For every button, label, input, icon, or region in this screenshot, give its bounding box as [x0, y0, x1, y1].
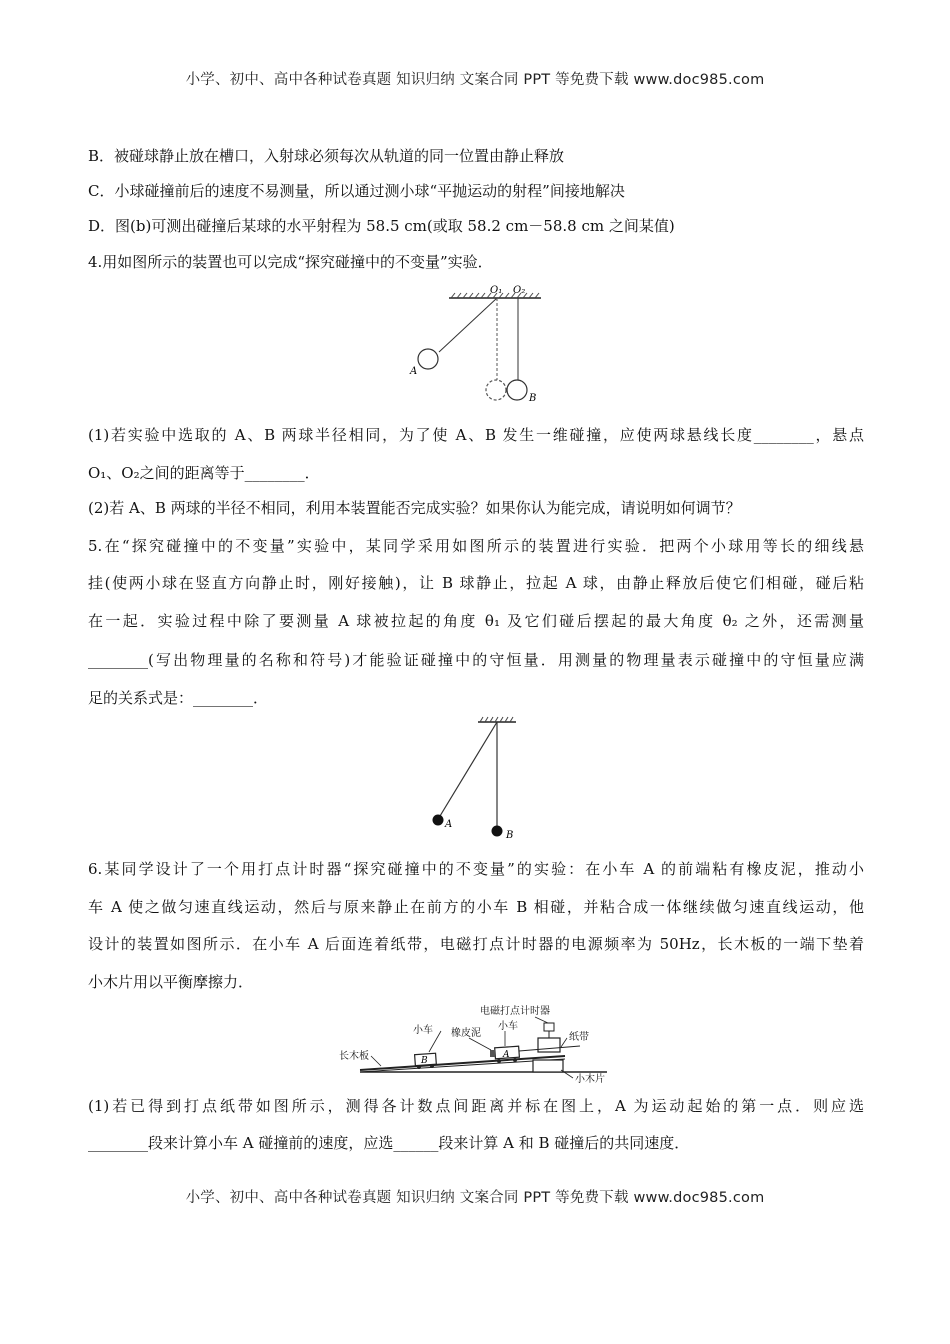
ball-b-label: B — [506, 830, 514, 841]
option-d: D．图(b)可测出碰撞后某球的水平射程为 58.5 cm(或取 58.2 cm－58.8 cm 之间某值) — [88, 217, 675, 235]
ball-a-label: A — [445, 819, 453, 830]
timer-top — [544, 1023, 554, 1031]
question-6-line-1: 6.某同学设计了一个用打点计时器“探究碰撞中的不变量”的实验：在小车 A 的前端粘有橡皮泥，推动小 — [88, 860, 864, 878]
question-6-part-1-cont: ________段来计算小车 A 碰撞前的速度，应选______段来计算 A 和 B 碰撞后的共同速度． — [88, 1134, 690, 1152]
question-5-line-3: 在一起．实验过程中除了要测量 A 球被拉起的角度 θ₁ 及它们碰后摆起的最大角度 θ₂ 之外，还需测量 — [88, 612, 864, 630]
ball-b-label: B — [529, 393, 537, 404]
question-5-line-1: 5.在“探究碰撞中的不变量”实验中，某同学采用如图所示的装置进行实验．把两个小球用等长的细线悬 — [88, 537, 864, 555]
ball-b — [507, 380, 527, 400]
option-b: B．被碰球静止放在槽口，入射球必须每次从轨道的同一位置由静止释放 — [88, 147, 565, 165]
ball-a-label: A — [410, 366, 418, 377]
question-6-line-3: 设计的装置如图所示．在小车 A 后面连着纸带，电磁打点计时器的电源频率为 50Hz，长木板的一端下垫着 — [88, 935, 864, 953]
page-header: 小学、初中、高中各种试卷真题 知识归纳 文案合同 PPT 等免费下载 www.doc985.com — [185, 72, 765, 88]
string-a — [440, 722, 497, 816]
question-4-part-1: (1)若实验中选取的 A、B 两球半径相同，为了使 A、B 发生一维碰撞，应使两球悬线长度________，悬点 — [88, 426, 864, 444]
question-5-line-5: 足的关系式是：________． — [88, 689, 269, 707]
putty-label: 橡皮泥 — [451, 1028, 481, 1039]
block-label: 小木片 — [575, 1074, 605, 1085]
small-wood-block — [533, 1060, 563, 1072]
putty — [490, 1050, 495, 1057]
tape-label: 纸带 — [569, 1032, 589, 1043]
ball-a — [433, 815, 444, 826]
ball-b — [492, 826, 503, 837]
question-6-line-2: 车 A 使之做匀速直线运动，然后与原来静止在前方的小车 B 相碰，并粘合成一体继续做匀速直线运动，他 — [88, 898, 864, 916]
ball-a — [418, 349, 438, 369]
option-c: C．小球碰撞前后的速度不易测量，所以通过测小球“平抛运动的射程”间接地解决 — [88, 182, 625, 200]
string-a — [439, 298, 497, 352]
cart-a-label: 小车 — [498, 1021, 518, 1032]
timer-label: 电磁打点计时器 — [480, 1006, 550, 1017]
cart-a-letter: A — [503, 1050, 510, 1060]
question-6-part-1: (1)若已得到打点纸带如图所示，测得各计数点间距离并标在图上，A 为运动起始的第一点．则应选 — [88, 1097, 864, 1115]
timer-body — [538, 1038, 560, 1052]
cart-b-letter: B — [421, 1056, 428, 1066]
question-5-line-2: 挂(使两小球在竖直方向静止时，刚好接触)，让 B 球静止，拉起 A 球，由静止释放后使它们相碰，碰后粘 — [88, 574, 864, 592]
question-4-part-1-cont: O₁、O₂之间的距离等于________． — [88, 464, 320, 482]
o2-label: O₂ — [513, 285, 526, 296]
question-6-line-4: 小木片用以平衡摩擦力． — [88, 973, 254, 991]
page-footer: 小学、初中、高中各种试卷真题 知识归纳 文案合同 PPT 等免费下载 www.doc985.com — [185, 1190, 765, 1206]
cart-b-label: 小车 — [413, 1025, 433, 1036]
o1-label: O₁ — [490, 285, 503, 296]
ball-a-rest — [486, 380, 506, 400]
question-4-part-2: (2)若 A、B 两球的半径不相同，利用本装置能否完成实验？如果你认为能完成，请说明如何调节？ — [88, 499, 741, 517]
question-4-stem: 4.用如图所示的装置也可以完成“探究碰撞中的不变量”实验． — [88, 253, 493, 271]
cart-apparatus-figure — [335, 1000, 615, 1090]
pendulum-figure-1 — [405, 282, 555, 408]
question-5-line-4: ________(写出物理量的名称和符号)才能验证碰撞中的守恒量．用测量的物理量表示碰撞中的守恒量应满 — [88, 651, 864, 669]
board-label: 长木板 — [339, 1051, 369, 1062]
pendulum-figure-2 — [420, 714, 530, 844]
